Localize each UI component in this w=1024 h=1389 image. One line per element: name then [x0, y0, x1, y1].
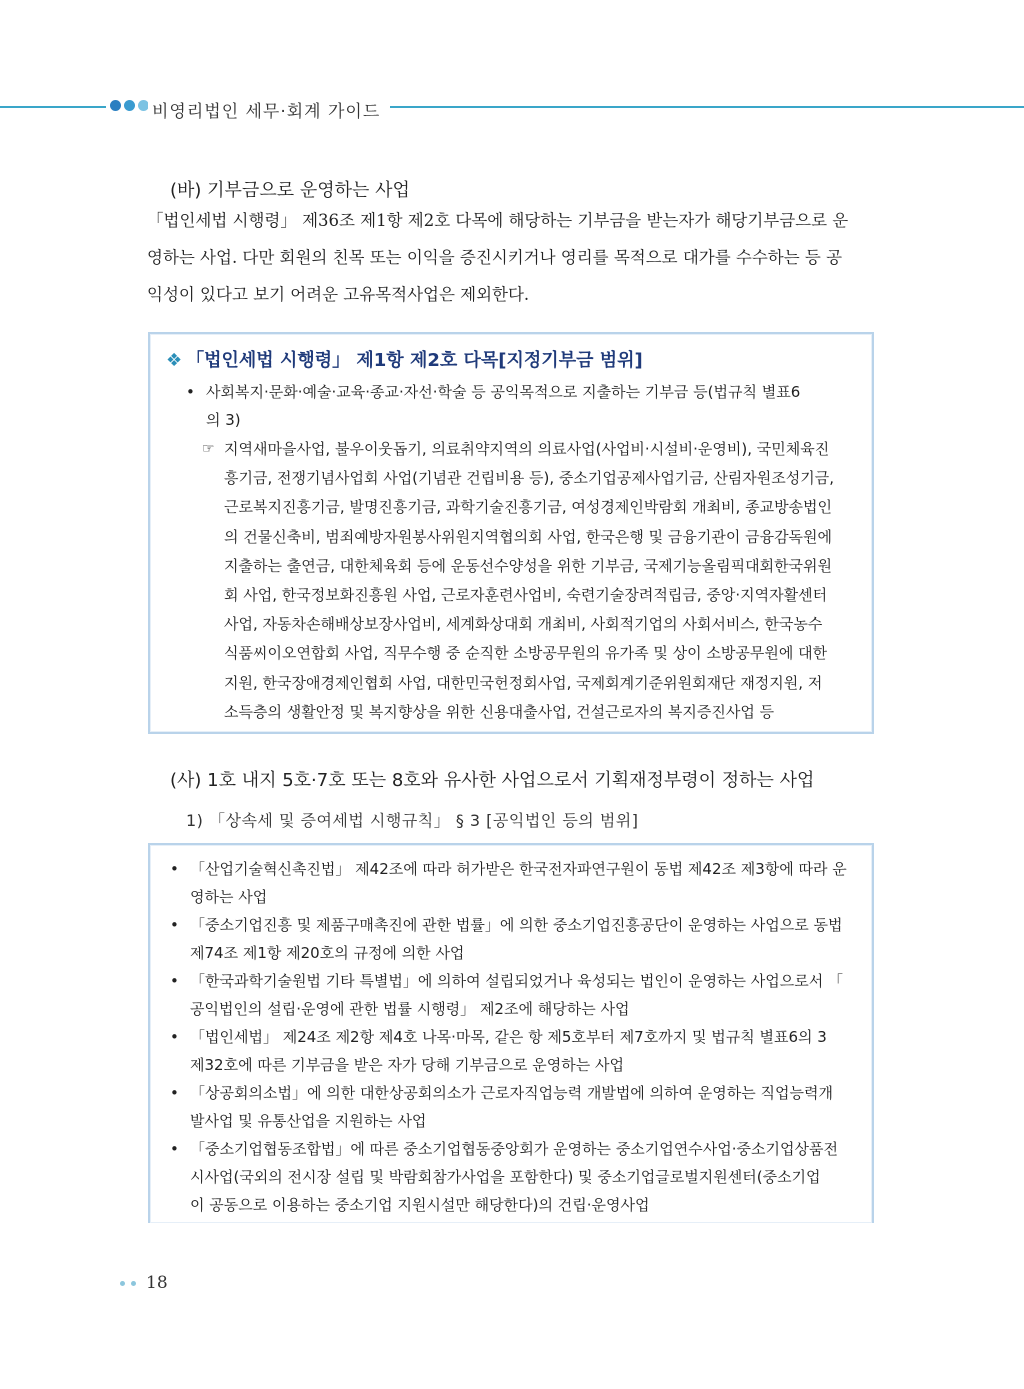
list-item-line: 공익법인의 설립·운영에 관한 법률 시행령」 제2조에 해당하는 사업 [190, 1000, 630, 1018]
bullet-dot-icon: • [170, 860, 179, 878]
box1-bullet [186, 378, 856, 434]
sub-line: 지출하는 출연금, 대한체육회 등에 운동선수양성을 위한 기부금, 국제기능올림픽대회한국위원 [224, 556, 833, 575]
bullet-dot-icon: • [170, 1140, 179, 1158]
paragraph-line: 영하는 사업. 다만 회원의 친목 또는 이익을 증진시키거나 영리를 목적으로 대가를 수수하는 등 공 [147, 248, 843, 267]
bullet-line: 사회복지·문화·예술·교육·종교·자선·학술 등 공익목적으로 지출하는 기부금 등(법규칙 별표6 [206, 383, 801, 401]
sub-line: 흥기금, 전쟁기념사업회 사업(기념관 건립비용 등), 중소기업공제사업기금, 산림자원조성기금, [224, 469, 835, 488]
page-number-text: 18 [146, 1273, 168, 1293]
sub-line: 지원, 한국장애경제인협회 사업, 대한민국헌정회사업, 국제회계기준위원회재단 재정지원, 저 [224, 673, 823, 692]
list-item [170, 967, 860, 1023]
sub-line: 지역새마을사업, 불우이웃돕기, 의료취약지역의 의료사업(사업비·시설비·운영비), 국민체육진 [224, 440, 830, 458]
list-item-line: 시사업(국외의 전시장 설립 및 박람회참가사업을 포함한다) 및 중소기업글로벌지원센터(중소기업 [190, 1168, 821, 1186]
sub-line: 근로복지진흥기금, 발명진흥기금, 과학기술진흥기금, 여성경제인박람회 개최비, 종교방송법인 [224, 498, 833, 517]
list-item [170, 855, 860, 911]
list-item [170, 1135, 860, 1219]
section-ba-heading: (바) 기부금으로 운영하는 사업 [170, 180, 410, 201]
paragraph-line: 익성이 있다고 보기 어려운 고유목적사업은 제외한다. [147, 285, 530, 304]
pointing-hand-icon: ☞ [202, 441, 215, 457]
list-item-line: 「한국과학기술원법 기타 특별법」에 의하여 설립되었거나 육성되는 법인이 운영하는 사업으로서 「 [190, 972, 844, 990]
footer-dot-icon [131, 1281, 136, 1286]
bullet-line: 의 3) [206, 411, 241, 429]
list-item [170, 1079, 860, 1135]
section-sa-heading: (사) 1호 내지 5호·7호 또는 8호와 유사한 사업으로서 기획재정부령이 정하는 사업 [170, 770, 815, 791]
box1-sub-list [202, 435, 864, 727]
bullet-dot-icon: • [186, 383, 195, 401]
section-sa-subheading: 1) 「상속세 및 증여세법 시행규칙」 § 3 [공익법인 등의 범위] [186, 811, 639, 830]
list-item-line: 「중소기업협동조합법」에 따른 중소기업협동중앙회가 운영하는 중소기업연수사업·중소기업상품전 [190, 1140, 838, 1158]
bullet-dot-icon: • [170, 1028, 179, 1046]
list-item-line: 이 공동으로 이용하는 중소기업 지원시설만 해당한다)의 건립·운영사업 [190, 1196, 650, 1214]
list-item-line: 「법인세법」 제24조 제2항 제4호 나목·마목, 같은 항 제5호부터 제7호까지 및 법규칙 별표6의 3 [190, 1028, 827, 1046]
sub-line: 식품씨이오연합회 사업, 직무수행 중 순직한 소방공무원의 유가족 및 상이 소방공무원에 대한 [224, 644, 828, 663]
sub-line: 소득층의 생활안정 및 복지향상을 위한 신용대출사업, 건설근로자의 복지증진사업 등 [224, 702, 775, 721]
box-title-text: 「법인세법 시행령」 제1항 제2호 다목[지정기부금 범위] [186, 350, 643, 371]
page-number [120, 1273, 168, 1293]
list-item-line: 「상공회의소법」에 의한 대한상공회의소가 근로자직업능력 개발법에 의하여 운영하는 직업능력개 [190, 1084, 833, 1102]
list-item-line: 발사업 및 유통산업을 지원하는 사업 [190, 1112, 427, 1130]
header-dot-1 [110, 100, 121, 111]
footer-dot-icon [120, 1281, 125, 1286]
list-item-line: 「산업기술혁신촉진법」 제42조에 따라 허가받은 한국전자파연구원이 동법 제42조 제3항에 따라 운 [190, 860, 847, 878]
header-dot-2 [124, 100, 135, 111]
list-item [170, 911, 860, 967]
box-title [166, 346, 643, 372]
list-item [170, 1023, 860, 1079]
sub-line: 회 사업, 한국정보화진흥원 사업, 근로자훈련사업비, 숙련기술장려적립금, 중앙·지역자활센터 [224, 586, 828, 605]
running-header-title: 비영리법인 세무·회계 가이드 [148, 97, 390, 122]
list-item-line: 영하는 사업 [190, 888, 268, 906]
list-item-line: 제32호에 따른 기부금을 받은 자가 당해 기부금으로 운영하는 사업 [190, 1056, 624, 1074]
paragraph-line: 「법인세법 시행령」 제36조 제1항 제2호 다목에 해당하는 기부금을 받는자가 해당기부금으로 운 [147, 211, 849, 230]
bullet-dot-icon: • [170, 916, 179, 934]
section-ba-paragraph [147, 202, 877, 313]
diamond-bullet-icon: ❖ [166, 350, 183, 371]
list-item-line: 「중소기업진흥 및 제품구매촉진에 관한 법률」에 의한 중소기업진흥공단이 운영하는 사업으로 동법 [190, 916, 843, 934]
designated-donation-box [148, 332, 874, 734]
list-item-line: 제74조 제1항 제20호의 규정에 의한 사업 [190, 944, 465, 962]
sub-line: 의 건물신축비, 범죄예방자원봉사위원지역협의회 사업, 한국은행 및 금융기관이 금융감독원에 [224, 527, 833, 546]
sub-line: 사업, 자동차손해배상보장사업비, 세계화상대회 개최비, 사회적기업의 사회서비스, 한국농수 [224, 615, 823, 634]
bullet-dot-icon: • [170, 1084, 179, 1102]
bullet-dot-icon: • [170, 972, 179, 990]
public-interest-scope-box [148, 843, 874, 1223]
header-dots [106, 100, 153, 111]
